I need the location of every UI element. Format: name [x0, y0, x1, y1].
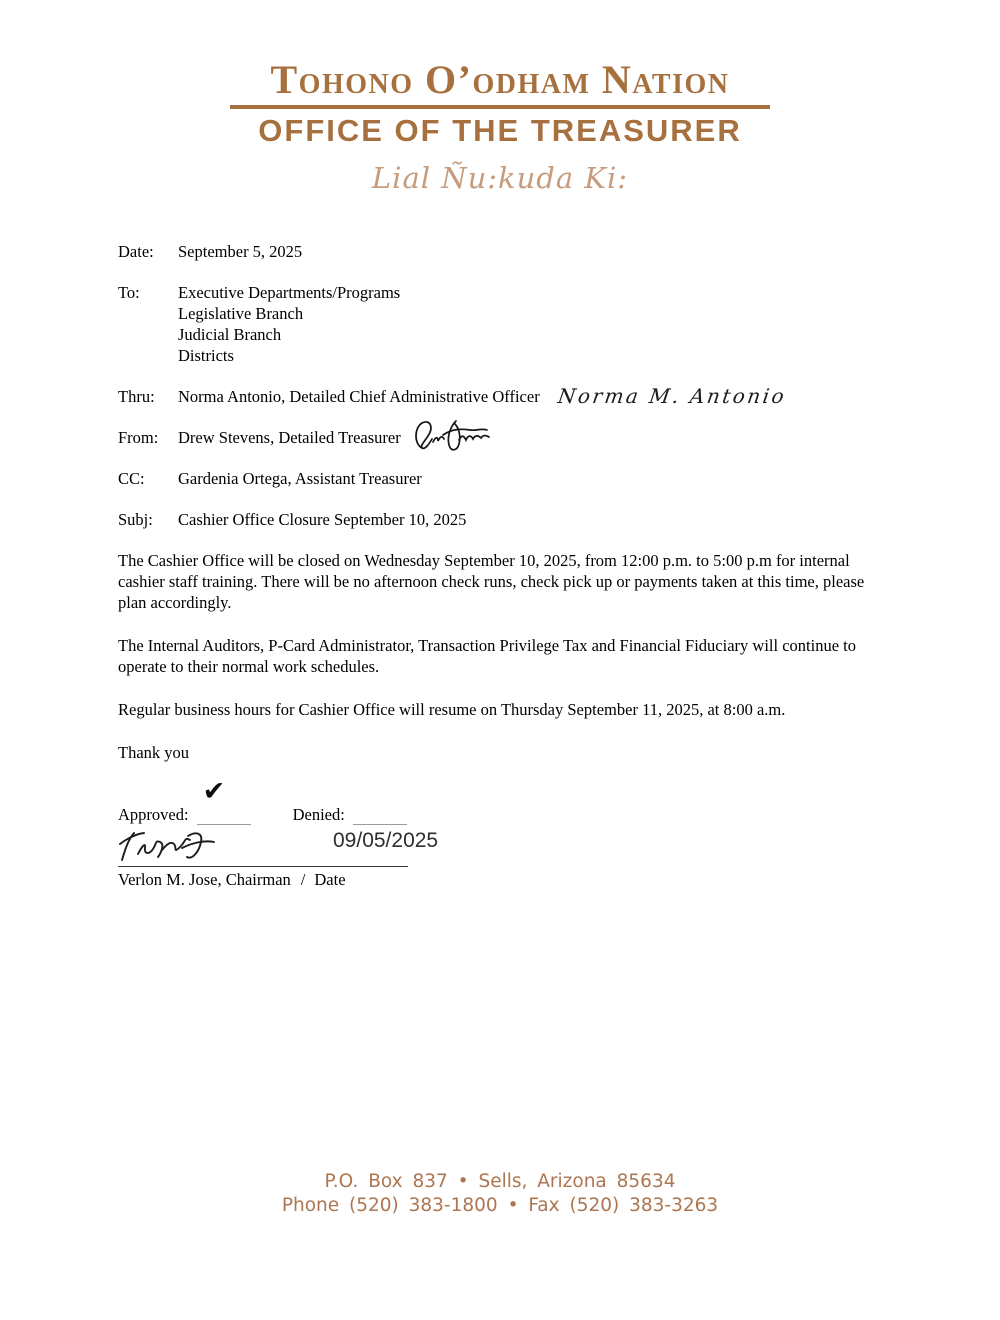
to-recipient: Judicial Branch [178, 325, 282, 344]
letterhead-footer [0, 1170, 1000, 1217]
caption-date-word: Date [314, 870, 346, 889]
thru-value: Norma Antonio, Detailed Chief Administrative Officer [178, 387, 540, 406]
memo-body [118, 241, 886, 890]
to-label: To: [118, 283, 140, 302]
to-recipient: Executive Departments/Programs [178, 283, 401, 302]
to-recipient: Districts [178, 346, 234, 365]
native-language-tagline: Lial Ñu:kuda Ki: [371, 161, 629, 195]
thru-label: Thru: [118, 387, 155, 406]
caption-separator: / [300, 870, 306, 889]
approved-label: Approved: [118, 805, 189, 824]
from-value: Drew Stevens, Detailed Treasurer [178, 428, 401, 447]
approval-block [118, 776, 886, 890]
date-value: September 5, 2025 [178, 242, 303, 261]
body-paragraph-1: The Cashier Office will be closed on Wednesday September 10, 2025, from 12:00 p.m. to 5:00 p.m for internal cashier staff training. There will be no afternoon check runs, check pick up or payments taken at this time, please plan accordingly. [118, 551, 865, 612]
footer-address: P.O. Box 837 • Sells, Arizona 85634 [324, 1171, 676, 1192]
chairman-signature-area [118, 826, 886, 866]
subj-row [118, 509, 886, 530]
cc-row [118, 468, 886, 489]
approval-date-stamp: 09/05/2025 [333, 829, 439, 852]
signature-caption [118, 869, 886, 890]
verlon-jose-signature [118, 826, 218, 866]
approved-blank-line [197, 776, 251, 825]
date-label: Date: [118, 242, 154, 261]
header-divider [230, 105, 770, 109]
denied-label: Denied: [292, 805, 345, 824]
drew-stevens-signature [409, 416, 493, 458]
org-name: Tohono O’odham Nation [270, 57, 730, 102]
subj-value: Cashier Office Closure September 10, 2025 [178, 510, 467, 529]
from-label: From: [118, 428, 159, 447]
closing-text: Thank you [118, 743, 190, 762]
cc-value: Gardenia Ortega, Assistant Treasurer [178, 469, 422, 488]
footer-contact: Phone (520) 383-1800 • Fax (520) 383-3263 [281, 1194, 719, 1216]
thru-row [118, 386, 886, 407]
to-recipient-list [178, 282, 886, 366]
approval-line [118, 776, 886, 825]
signature-line [118, 866, 408, 867]
body-paragraph-3: Regular business hours for Cashier Office will resume on Thursday September 11, 2025, at 8:00 a.m. [118, 700, 786, 719]
signer-name: Verlon M. Jose, Chairman [118, 870, 291, 889]
date-row [118, 241, 886, 262]
norma-antonio-signature: Norma M. Antonio [556, 384, 788, 408]
body-paragraph-2: The Internal Auditors, P-Card Administrator, Transaction Privilege Tax and Financial Fiduciary will continue to operate to their normal work schedules. [118, 636, 856, 676]
subj-label: Subj: [118, 510, 153, 529]
to-row [118, 282, 886, 366]
office-name: OFFICE OF THE TREASURER [258, 113, 742, 148]
from-row [118, 427, 886, 448]
cc-label: CC: [118, 469, 145, 488]
denied-blank-line [353, 807, 407, 825]
to-recipient: Legislative Branch [178, 304, 304, 323]
check-icon: ✔ [202, 776, 226, 807]
letterhead [0, 0, 1000, 195]
